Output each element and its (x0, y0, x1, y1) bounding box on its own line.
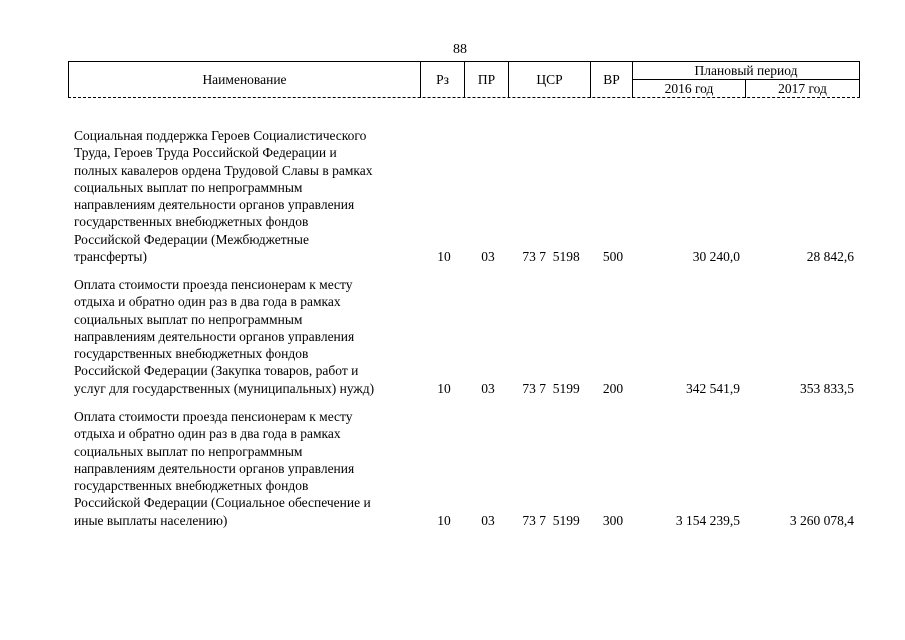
row-vr: 300 (602, 513, 624, 528)
row-2017: 353 833,5 (800, 381, 854, 396)
row-2016: 342 541,9 (686, 381, 740, 396)
row-2017: 28 842,6 (806, 249, 854, 264)
row-rz: 10 (437, 381, 451, 396)
planned-period-title: Плановый период (633, 62, 859, 80)
row-rz: 10 (437, 249, 451, 264)
row-pr: 03 (481, 513, 495, 528)
row-2016: 30 240,0 (692, 249, 740, 264)
row-csr: 73 7 5199 (522, 513, 580, 528)
row-pr: 03 (481, 381, 495, 396)
row-2017: 3 260 078,4 (789, 513, 854, 528)
header-planned-period (633, 62, 859, 98)
row-csr: 73 7 5198 (522, 249, 580, 264)
header-year-2016: 2016 год (633, 80, 746, 98)
header-csr: ЦСР (509, 62, 591, 98)
page-number: 88 (453, 42, 467, 57)
row-name: Оплата стоимости проезда пенсионерам к месту отдыха и обратно один раз в два года в рамках социальных выплат по непрограммным направлениям деятельности органов управления государственных внебюджетных фондов Российской Федерации (Социальное обеспечение и иные выплаты населению) (74, 409, 371, 528)
row-vr: 200 (602, 381, 624, 396)
row-name: Социальная поддержка Героев Социалистического Труда, Героев Труда Российской Федерации и полных кавалеров ордена Трудовой Славы в рамках социальных выплат по непрограммным направлениям деятельности органов управления государственных внебюджетных фондов Российской Федерации (Межбюджетные трансферты) (74, 128, 373, 265)
header-vr: ВР (591, 62, 633, 98)
header-pr: ПР (465, 62, 509, 98)
row-name: Оплата стоимости проезда пенсионерам к месту отдыха и обратно один раз в два года в рамках социальных выплат по непрограммным направлениям деятельности органов управления государственных внебюджетных фондов Российской Федерации (Закупка товаров, работ и услуг для государственных (муниципальных) нужд) (74, 277, 375, 396)
header-divider (68, 97, 860, 98)
table-header (68, 61, 860, 98)
row-2016: 3 154 239,5 (675, 513, 740, 528)
row-csr: 73 7 5199 (522, 381, 580, 396)
header-year-2017: 2017 год (778, 81, 827, 96)
header-name: Наименование (69, 62, 421, 98)
row-pr: 03 (481, 249, 495, 264)
header-rz: Рз (421, 62, 465, 98)
row-rz: 10 (437, 513, 451, 528)
row-vr: 500 (602, 249, 624, 264)
